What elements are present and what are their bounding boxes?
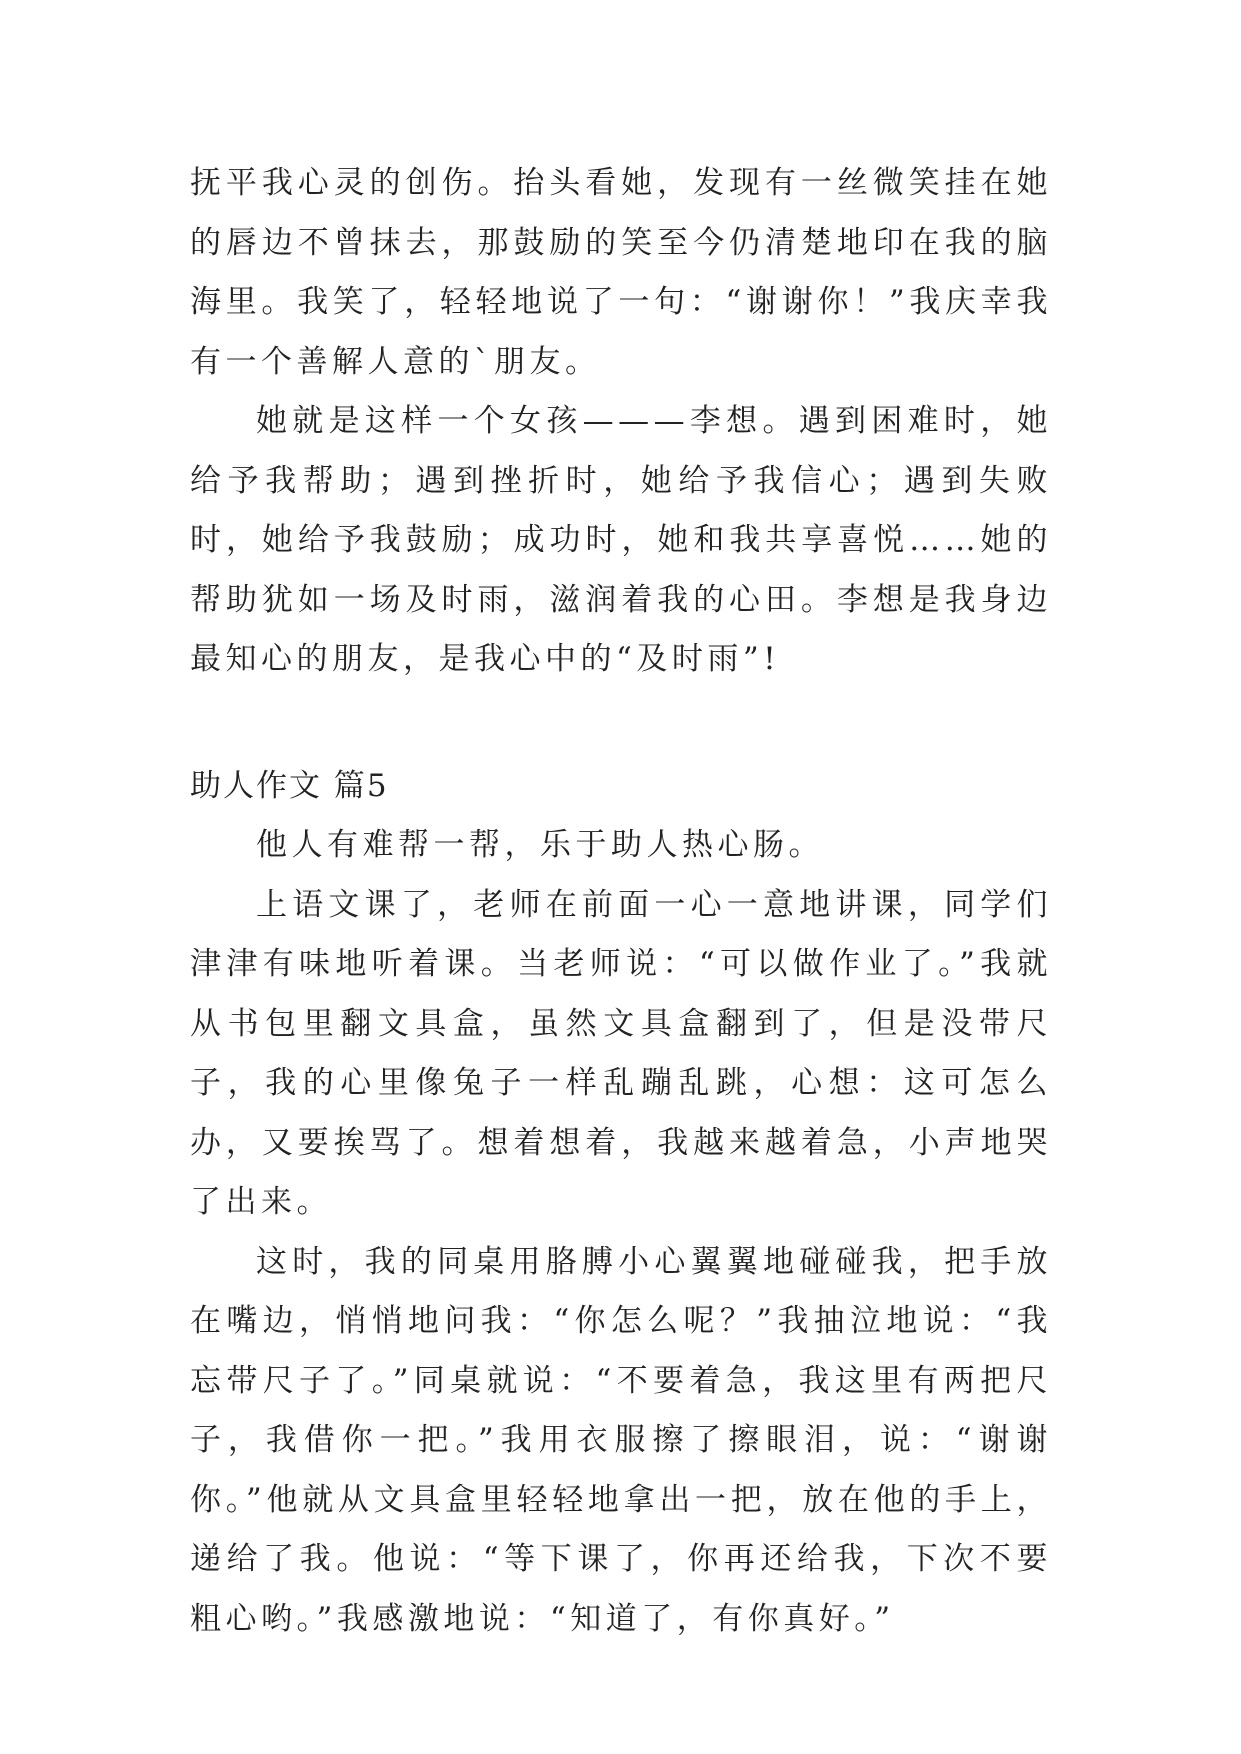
paragraph-class-story: 上语文课了，老师在前面一心一意地讲课，同学们津津有味地听着课。当老师说：“可以做作业了。”我就从书包里翻文具盒，虽然文具盒翻到了，但是没带尺子，我的心里像兔子一样乱蹦乱跳，心想：这可怎么办，又要挨骂了。想着想着，我越来越着急，小声地哭了出来。 [190, 886, 1052, 1220]
section-gap [190, 690, 1052, 757]
paragraph-deskmate-help: 这时，我的同桌用胳膊小心翼翼地碰碰我，把手放在嘴边，悄悄地问我：“你怎么呢？”我抽泣地说：“我忘带尺子了。”同桌就说：“不要着急，我这里有两把尺子，我借你一把。”我用衣服擦了擦眼泪，说：“谢谢你。”他就从文具盒里轻轻地拿出一把，放在他的手上，递给了我。他说：“等下课了，你再还给我，下次不要粗心哟。”我感激地说：“知道了，有你真好。” [190, 1243, 1052, 1637]
paragraph-intro: 他人有难帮一帮，乐于助人热心肠。 [256, 827, 824, 863]
document-body [190, 154, 1052, 1649]
paragraph-continued: 抚平我心灵的创伤。抬头看她，发现有一丝微笑挂在她的唇边不曾抹去，那鼓励的笑至今仍清楚地印在我的脑海里。我笑了，轻轻地说了一句：“谢谢你！”我庆幸我有一个善解人意的`朋友。 [190, 165, 1052, 380]
paragraph-li-xiang: 她就是这样一个女孩———李想。遇到困难时，她给予我帮助；遇到挫折时，她给予我信心；遇到失败时，她给予我鼓励；成功时，她和我共享喜悦……她的帮助犹如一场及时雨，滋润着我的心田。李想是我身边最知心的朋友，是我心中的“及时雨”! [190, 403, 1052, 677]
essay-heading: 助人作文 篇5 [190, 767, 389, 804]
